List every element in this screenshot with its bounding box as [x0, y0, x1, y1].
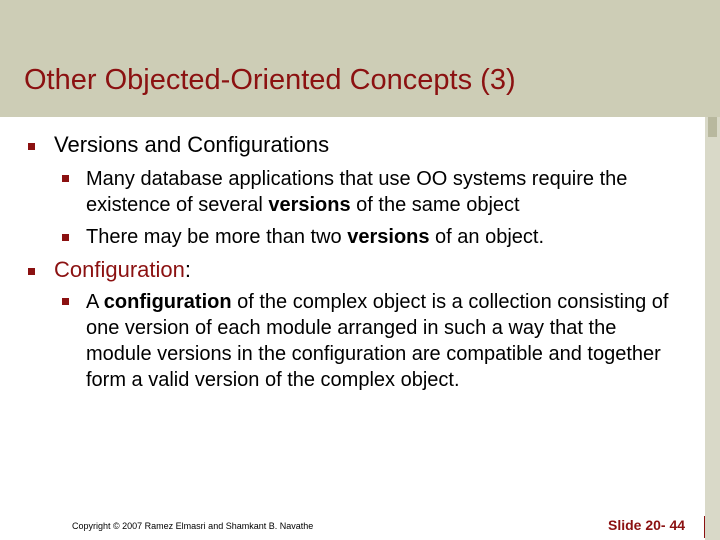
sub-bullet-configuration-definition: A configuration of the complex object is a collection consisting of one version of each module arranged in such a way that the module versions in the configuration are compatible and together form a valid version of the complex object. [86, 291, 669, 391]
copyright-footer: Copyright © 2007 Ramez Elmasri and Shamkant B. Navathe [72, 521, 314, 531]
sub-bullet-versions-need: Many database applications that use OO systems require the existence of several versions of the same object [86, 168, 628, 216]
scrollbar-thumb[interactable] [708, 117, 717, 137]
bullet-square-icon [62, 234, 69, 241]
bullet-configuration: Configuration: [54, 257, 191, 282]
slide-number: Slide 20- 44 [608, 517, 686, 533]
slide-title: Other Objected-Oriented Concepts (3) [24, 64, 516, 96]
bullet-square-icon [62, 175, 69, 182]
bullet-square-icon [28, 268, 35, 275]
sub-bullet-versions-more: There may be more than two versions of an object. [86, 226, 545, 248]
bullet-square-icon [28, 143, 35, 150]
vertical-scrollbar[interactable] [705, 117, 720, 540]
footer-divider [704, 516, 705, 538]
bullet-versions-configurations: Versions and Configurations [54, 132, 330, 157]
title-bar [0, 0, 720, 120]
title-divider [0, 117, 720, 120]
bullet-square-icon [62, 298, 69, 305]
